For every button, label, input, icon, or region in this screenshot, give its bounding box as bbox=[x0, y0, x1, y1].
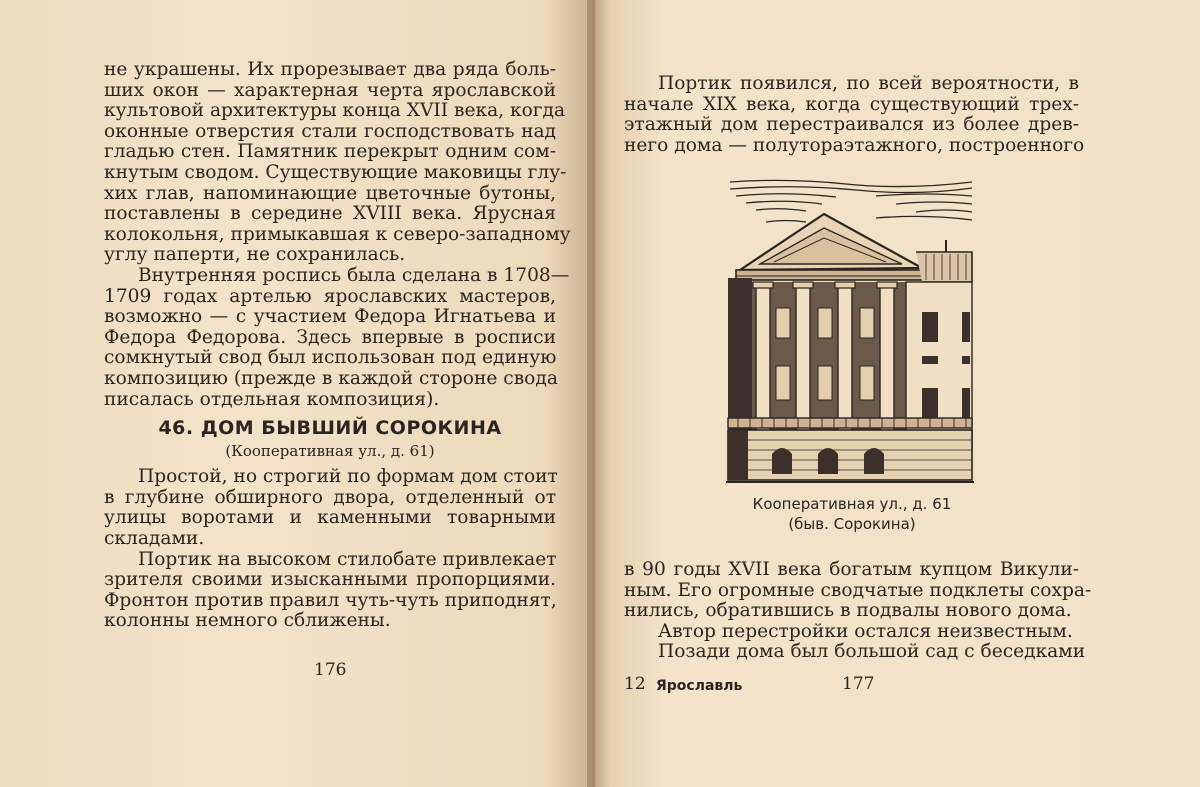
left-paragraph-2 bbox=[104, 264, 570, 410]
sky-hatching bbox=[730, 180, 972, 222]
text-line: писалась отдельная композиция). bbox=[104, 388, 440, 410]
left-paragraph-3 bbox=[104, 467, 556, 549]
text-line: колонны немного сближены. bbox=[104, 610, 391, 632]
text-line: 1709 годах артелью ярославских мастеров, bbox=[104, 285, 556, 307]
text-line: в 90 годы XVII века богатым купцом Викули- bbox=[624, 559, 1079, 580]
text-line: ших окон — характерная черта ярославской bbox=[104, 79, 556, 101]
text-line: культовой архитектуры конца XVII века, когда bbox=[104, 100, 566, 122]
text-line: не украшены. Их прорезывает два ряда боль- bbox=[104, 59, 556, 80]
text-line: Фронтон против правил чуть-чуть приподнят, bbox=[104, 589, 557, 611]
text-line: Портик на высоком стилобате привлекает bbox=[138, 548, 557, 570]
right-paragraph-4 bbox=[624, 641, 1086, 663]
figure-caption-line-2: (быв. Сорокина) bbox=[788, 515, 916, 533]
text-line: Простой, но строгий по формам дом стоит bbox=[138, 466, 558, 488]
text-line: поставлены в середине XVIII века. Ярусная bbox=[104, 203, 556, 225]
text-line: ным. Его огромные сводчатые подклеты сохра- bbox=[624, 579, 1092, 601]
right-page-number: 177 bbox=[842, 674, 875, 694]
text-line: углу паперти, не сохранилась. bbox=[104, 244, 406, 266]
section-heading: 46. ДОМ БЫВШИЙ СОРОКИНА bbox=[158, 417, 502, 440]
text-line: улицы воротами и каменными товарными bbox=[104, 507, 556, 529]
right-text-column-bottom bbox=[624, 559, 1092, 663]
right-paragraph-2 bbox=[624, 559, 1092, 622]
signature-title: Ярославль bbox=[656, 678, 743, 694]
left-paragraph-1 bbox=[104, 59, 571, 266]
text-line: хих глав, напоминающие цветочные бутоны, bbox=[104, 182, 556, 204]
text-line: нились, обратившись в подвалы нового дома. bbox=[624, 600, 1072, 622]
text-line: колокольня, примыкавшая к северо-западному bbox=[104, 223, 571, 245]
text-line: гладью стен. Памятник перекрыт одним сом- bbox=[104, 141, 556, 163]
figure-caption-line-1: Кооперативная ул., д. 61 bbox=[752, 495, 952, 513]
text-line: него дома — полутораэтажного, построенного bbox=[624, 134, 1085, 156]
text-line: этажный дом перестраивался из более древ- bbox=[624, 114, 1079, 136]
text-line: кнутым сводом. Существующие маковицы глу- bbox=[104, 161, 567, 183]
text-line: сомкнутый свод был использован под единую bbox=[104, 347, 557, 369]
text-line: в глубине обширного двора, отделенный от bbox=[104, 486, 556, 508]
text-line: Автор перестройки остался неизвестным. bbox=[658, 620, 1073, 642]
left-paragraph-4 bbox=[104, 550, 556, 632]
right-paragraph-1 bbox=[624, 73, 1085, 156]
left-page-number: 176 bbox=[314, 660, 347, 680]
section-address: (Кооперативная ул., д. 61) bbox=[225, 441, 435, 460]
text-line: зрителя своими изысканными пропорциями. bbox=[104, 569, 556, 591]
text-line: начале XIX века, когда существующий трех- bbox=[624, 93, 1079, 115]
text-line: Позади дома был большой сад с беседками bbox=[658, 641, 1086, 663]
figure-caption bbox=[724, 494, 980, 534]
book-gutter bbox=[587, 0, 595, 787]
text-line: Портик появился, по всей вероятности, в bbox=[658, 73, 1079, 94]
right-text-column-top bbox=[624, 73, 1085, 156]
text-line: Внутренняя роспись была сделана в 1708— bbox=[138, 264, 570, 286]
text-line: складами. bbox=[104, 528, 205, 550]
left-text-column bbox=[104, 59, 571, 632]
text-line: оконные отверстия стали господствовать над bbox=[104, 120, 556, 142]
engraving-neoclassical-house-icon bbox=[726, 178, 974, 484]
right-paragraph-3 bbox=[624, 622, 1079, 643]
text-line: Федора Федорова. Здесь впервые в росписи bbox=[104, 326, 556, 348]
text-line: композицию (прежде в каждой стороне свода bbox=[104, 367, 558, 389]
signature-number: 12 bbox=[624, 674, 646, 694]
text-line: возможно — с участием Федора Игнатьева и bbox=[104, 306, 556, 328]
